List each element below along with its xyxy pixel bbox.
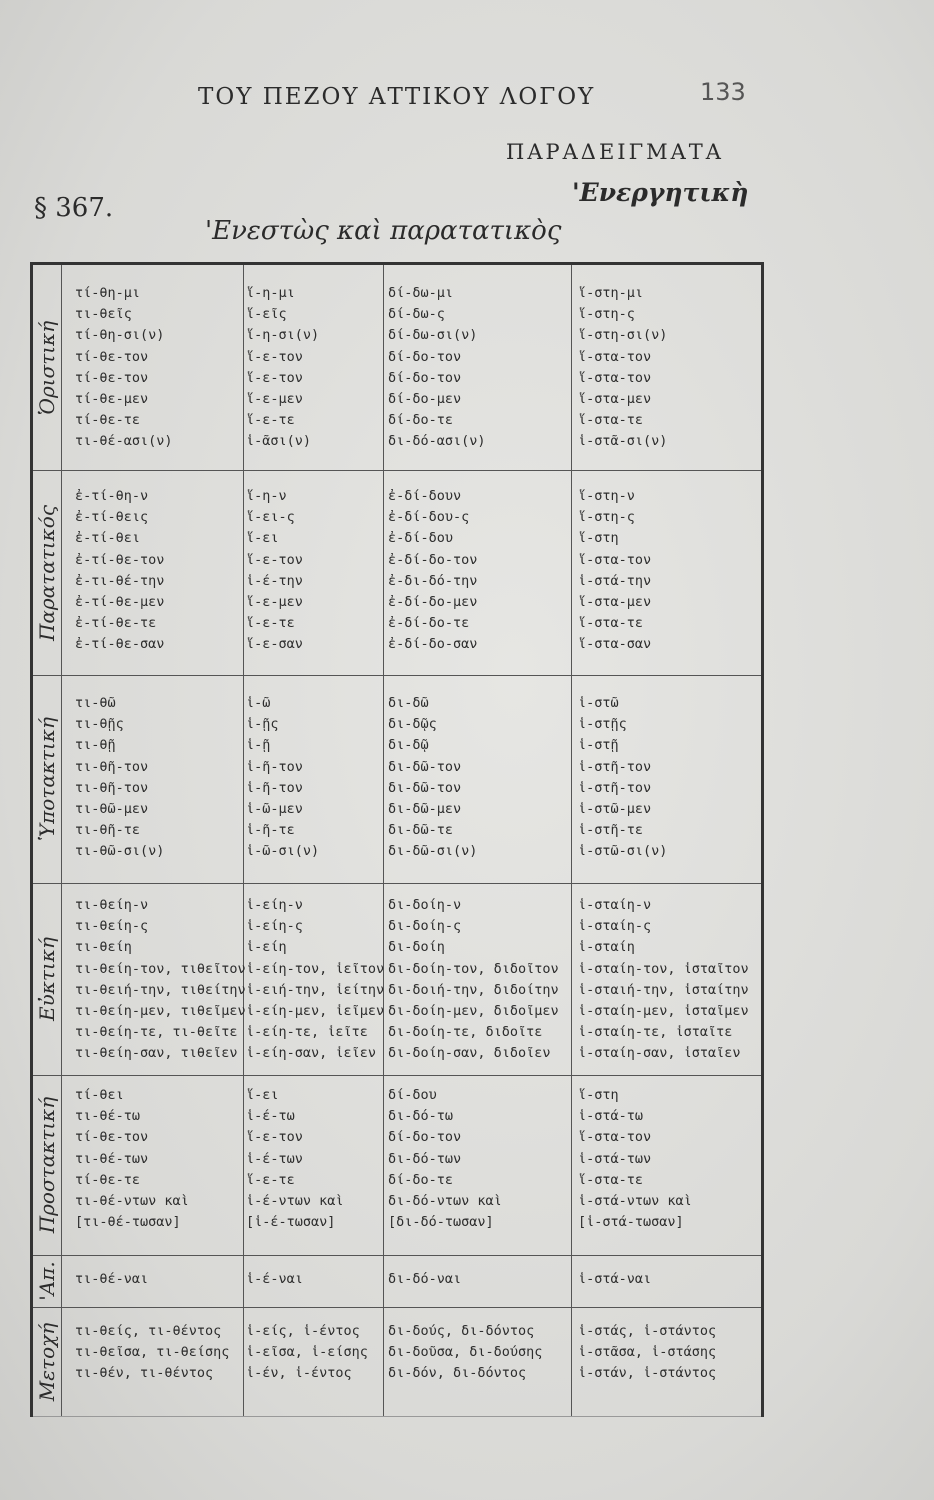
row-divider: [33, 1307, 761, 1308]
verb-form: ἱ-έ-την: [246, 572, 303, 589]
verb-form: τι-θείη-σαν, τιθεῖεν: [75, 1045, 238, 1062]
mood-label-text: Εὐκτική: [35, 937, 59, 1021]
verb-form: ἱ-σταίη-ς: [578, 918, 652, 935]
verb-form: τι-θείς, τι-θέντος: [75, 1323, 222, 1339]
form-cell: [388, 1321, 542, 1385]
verb-form: τι-θῶ: [75, 695, 116, 711]
verb-form: δί-δω-ς: [388, 306, 445, 323]
verb-form: δι-δό-ντων καὶ: [388, 1192, 502, 1209]
verb-form: δι-δοίη-σαν, διδοῖεν: [388, 1045, 551, 1062]
verb-form: ἱ-έ-τω: [246, 1108, 295, 1125]
conjugation-table: [30, 262, 764, 1417]
verb-form: ἵ-στη-ν: [578, 488, 635, 504]
verb-form: ἱ-ῶ-σι(ν): [246, 843, 320, 860]
mood-label-text: Ὁριστική: [35, 320, 59, 415]
form-cell: [578, 283, 667, 453]
mood-label: [33, 470, 61, 675]
verb-form: δι-δό-ναι: [388, 1271, 462, 1287]
verb-form: ἱ-είη-ν: [246, 897, 303, 913]
form-cell: [578, 693, 667, 863]
form-cell: [246, 486, 303, 656]
verb-form: ἵ-ει-ς: [246, 509, 295, 526]
verb-form: δι-δῶ: [388, 695, 429, 711]
verb-form: ἱ-σταίη-μεν, ἱσταῖμεν: [578, 1002, 749, 1019]
verb-form: [τι-θέ-τωσαν]: [75, 1214, 181, 1231]
form-cell: [578, 1269, 651, 1290]
verb-form: ἱ-στᾶ-σι(ν): [578, 433, 668, 450]
verb-form: ἵ-στη-σι(ν): [578, 327, 668, 344]
running-head: ΤΟΥ ΠΕΖΟΥ ΑΤΤΙΚΟΥ ΛΟΓΟΥ: [198, 84, 596, 110]
verb-form: ἵ-η-ν: [246, 488, 287, 504]
verb-form: ἱ-σταίη-ν: [578, 897, 652, 913]
verb-form: ἵ-ε-τον: [246, 1129, 303, 1146]
verb-form: τι-θῆ-τον: [75, 779, 149, 796]
verb-form: ἵ-εῖς: [246, 306, 287, 323]
verb-form: τι-θῶ-μεν: [75, 800, 149, 817]
verb-form: τί-θε-τον: [75, 348, 149, 365]
voice-title: 'Ενεργητικὴ: [572, 178, 749, 207]
verb-form: ἐ-δί-δο-σαν: [388, 636, 478, 653]
verb-form: ἵ-ε-τον: [246, 369, 303, 386]
form-cell: [388, 693, 477, 863]
verb-form: ἵ-στα-τον: [578, 348, 652, 365]
verb-form: ἱ-έ-ντων καὶ: [246, 1192, 344, 1209]
verb-form: ἵ-ει: [246, 1087, 279, 1103]
form-cell: [246, 1085, 344, 1233]
verb-form: δι-δοιή-την, διδοίτην: [388, 981, 559, 998]
verb-form: ἐ-δί-δο-τον: [388, 551, 478, 568]
verb-form: ἵ-στα-μεν: [578, 390, 652, 407]
verb-form: δι-δοίη-ς: [388, 918, 462, 935]
verb-form: δι-δοίη-τον, διδοῖτον: [388, 960, 559, 977]
mood-label-text: Παρατατικός: [35, 504, 59, 641]
verb-form: ἐ-τί-θη-ν: [75, 488, 149, 504]
verb-form: ἱ-στῇς: [578, 716, 627, 733]
verb-form: ἱ-στῆ-τον: [578, 779, 652, 796]
form-cell: [246, 1321, 368, 1385]
verb-form: δι-δοίη-ν: [388, 897, 462, 913]
verb-form: ἱ-σταίη-τον, ἱσταῖτον: [578, 960, 749, 977]
verb-form: ἵ-ει: [246, 530, 279, 547]
form-cell: [578, 486, 651, 656]
verb-form: δί-δο-τε: [388, 1171, 454, 1188]
mood-label-text: Ὑποτακτική: [35, 717, 59, 841]
verb-form: ἱ-ῆ-τον: [246, 758, 303, 775]
verb-form: ἐ-τί-θει: [75, 530, 141, 547]
verb-form: ἱ-σταίη-σαν, ἱσταῖεν: [578, 1045, 741, 1062]
verb-form: τι-θείη-τε, τι-θεῖτε: [75, 1024, 238, 1041]
verb-form: δί-δω-σι(ν): [388, 327, 478, 344]
mood-label: [33, 1255, 61, 1307]
mood-label-text: Προστακτική: [35, 1096, 59, 1234]
verb-form: ἐ-τί-θε-μεν: [75, 593, 165, 610]
verb-form: τι-θείη-ς: [75, 918, 149, 935]
verb-form: τί-θη-μι: [75, 285, 141, 301]
mood-label: [33, 1075, 61, 1255]
verb-form: τι-θέ-τω: [75, 1108, 141, 1125]
verb-form: ἵ-η-σι(ν): [246, 327, 320, 344]
verb-form: ἱ-ῇς: [246, 716, 279, 733]
verb-form: τι-θείη-ν: [75, 897, 149, 913]
form-cell: [75, 283, 173, 453]
verb-form: ἱ-στῆ-τε: [578, 822, 644, 839]
verb-form: δι-δοίη-μεν, διδοῖμεν: [388, 1002, 559, 1019]
verb-form: δί-δου: [388, 1087, 437, 1103]
verb-form: [δι-δό-τωσαν]: [388, 1214, 494, 1231]
verb-form: δι-δοίη-τε, διδοῖτε: [388, 1024, 543, 1041]
verb-form: ἱ-εῖσα, ἱ-είσης: [246, 1344, 368, 1361]
verb-form: τι-θείη: [75, 939, 132, 956]
column-divider: [383, 265, 384, 1417]
verb-form: ἵ-ε-τε: [246, 615, 295, 632]
mood-label: [33, 883, 61, 1075]
verb-form: ἱ-σταίη-τε, ἱσταῖτε: [578, 1024, 733, 1041]
column-divider: [61, 265, 62, 1417]
verb-form: ἵ-στα-τε: [578, 1171, 644, 1188]
verb-form: ἱ-ᾶσι(ν): [246, 433, 312, 450]
verb-form: τι-θείη-μεν, τιθεῖμεν: [75, 1002, 246, 1019]
verb-form: τι-θῇ: [75, 737, 116, 754]
verb-form: ἵ-ε-μεν: [246, 390, 303, 407]
verb-form: ἐ-τί-θε-τε: [75, 615, 157, 632]
verb-form: ἐ-δι-δό-την: [388, 572, 478, 589]
verb-form: τί-θε-τε: [75, 412, 141, 429]
verb-form: ἱ-στῶ-σι(ν): [578, 843, 668, 860]
verb-form: τι-θῶ-σι(ν): [75, 843, 165, 860]
verb-form: ἱ-είη-τον, ἱεῖτον: [246, 960, 385, 977]
verb-form: ἱ-στάν, ἱ-στάντος: [578, 1365, 717, 1382]
verb-form: ἱ-στά-τω: [578, 1108, 644, 1125]
form-cell: [246, 693, 319, 863]
verb-form: δί-δο-τον: [388, 369, 462, 386]
verb-form: τι-θεῖς: [75, 306, 132, 323]
form-cell: [388, 283, 486, 453]
verb-form: τι-θειή-την, τιθείτην: [75, 981, 246, 998]
form-cell: [388, 895, 559, 1065]
row-divider: [33, 470, 761, 471]
mood-label-text: 'Απ.: [35, 1261, 59, 1301]
verb-form: δι-δοῦσα, δι-δούσης: [388, 1344, 543, 1361]
verb-form: ἵ-ε-τε: [246, 1171, 295, 1188]
verb-form: ἱ-ῶ: [246, 695, 271, 711]
row-divider: [33, 675, 761, 676]
verb-form: τι-θῆ-τον: [75, 758, 149, 775]
verb-form: ἱ-έ-ναι: [246, 1271, 303, 1287]
verb-form: δί-δο-μεν: [388, 390, 462, 407]
verb-form: τι-θέ-ναι: [75, 1271, 149, 1287]
verb-form: ἐ-τί-θεις: [75, 509, 149, 526]
verb-form: τί-θε-μεν: [75, 390, 149, 407]
verb-form: δι-δό-τω: [388, 1108, 454, 1125]
verb-form: ἱ-είη-ς: [246, 918, 303, 935]
verb-form: ἱ-στῶ: [578, 695, 619, 711]
verb-form: δί-δο-τον: [388, 348, 462, 365]
verb-form: ἱ-στάς, ἱ-στάντος: [578, 1323, 717, 1339]
verb-form: ἱ-ειή-την, ἱείτην: [246, 981, 385, 998]
verb-form: τι-θείη-τον, τιθεῖτον: [75, 960, 246, 977]
verb-form: ἵ-ε-τον: [246, 348, 303, 365]
form-cell: [578, 1085, 692, 1233]
column-divider: [243, 265, 244, 1417]
verb-form: ἱ-σταιή-την, ἱσταίτην: [578, 981, 749, 998]
section-number: § 367.: [34, 193, 114, 223]
verb-form: ἵ-στα-τον: [578, 551, 652, 568]
verb-form: ἱ-στῆ-τον: [578, 758, 652, 775]
verb-form: ἵ-στα-τον: [578, 369, 652, 386]
verb-form: ἵ-στα-τε: [578, 615, 644, 632]
verb-form: ἱ-στῇ: [578, 737, 619, 754]
verb-form: ἵ-ε-σαν: [246, 636, 303, 653]
verb-form: ἱ-είη-τε, ἱεῖτε: [246, 1024, 368, 1041]
mood-label-text: Μετοχή: [35, 1322, 59, 1402]
verb-form: τι-θέ-των: [75, 1150, 149, 1167]
verb-form: ἐ-τί-θε-τον: [75, 551, 165, 568]
verb-form: ἱ-είη-μεν, ἱεῖμεν: [246, 1002, 385, 1019]
verb-form: ἵ-στα-τον: [578, 1129, 652, 1146]
verb-form: ἵ-η-μι: [246, 285, 295, 301]
form-cell: [388, 486, 477, 656]
tense-title: 'Ενεστὼς καὶ παρατατικὸς: [205, 216, 562, 246]
verb-form: [ἱ-έ-τωσαν]: [246, 1214, 336, 1231]
mood-label: [33, 265, 61, 470]
verb-form: δι-δό-ασι(ν): [388, 433, 486, 450]
verb-form: τί-θε-τον: [75, 1129, 149, 1146]
verb-form: ἱ-ῇ: [246, 737, 271, 754]
verb-form: τι-θεῖσα, τι-θείσης: [75, 1344, 230, 1361]
form-cell: [246, 283, 319, 453]
verb-form: ἵ-ε-τε: [246, 412, 295, 429]
form-cell: [246, 1269, 303, 1290]
row-divider: [33, 1075, 761, 1076]
verb-form: ἵ-στα-τε: [578, 412, 644, 429]
form-cell: [75, 1269, 148, 1290]
mood-label: [33, 675, 61, 883]
form-cell: [75, 1085, 189, 1233]
verb-form: ἐ-δί-δου: [388, 530, 454, 547]
verb-form: ἵ-ε-μεν: [246, 593, 303, 610]
verb-form: ἱ-ῶ-μεν: [246, 800, 303, 817]
verb-form: ἵ-στα-σαν: [578, 636, 652, 653]
verb-form: δί-δο-τον: [388, 1129, 462, 1146]
verb-form: ἵ-στη: [578, 1087, 619, 1103]
verb-form: δί-δο-τε: [388, 412, 454, 429]
verb-form: δι-δούς, δι-δόντος: [388, 1323, 535, 1339]
verb-form: ἵ-στη-ς: [578, 509, 635, 526]
verb-form: ἵ-στα-μεν: [578, 593, 652, 610]
mood-label: [33, 1307, 61, 1417]
verb-form: ἱ-στά-την: [578, 572, 652, 589]
verb-form: δι-δό-των: [388, 1150, 462, 1167]
verb-form: ἱ-στά-των: [578, 1150, 652, 1167]
verb-form: ἱ-ῆ-τε: [246, 822, 295, 839]
form-cell: [75, 693, 164, 863]
form-cell: [388, 1269, 461, 1290]
form-cell: [578, 895, 749, 1065]
verb-form: δι-δῶ-τον: [388, 758, 462, 775]
verb-form: [ἱ-στά-τωσαν]: [578, 1214, 684, 1231]
verb-form: ἵ-στη: [578, 530, 619, 547]
row-divider: [33, 883, 761, 884]
verb-form: ἱ-στῶ-μεν: [578, 800, 652, 817]
verb-form: τι-θῇς: [75, 716, 124, 733]
verb-form: τι-θέ-ντων καὶ: [75, 1192, 189, 1209]
verb-form: ἱ-στά-ντων καὶ: [578, 1192, 692, 1209]
verb-form: ἐ-τι-θέ-την: [75, 572, 165, 589]
form-cell: [578, 1321, 716, 1385]
verb-form: τί-θει: [75, 1087, 124, 1103]
verb-form: τι-θέν, τι-θέντος: [75, 1365, 214, 1382]
verb-form: δι-δῶ-τε: [388, 822, 454, 839]
paradigm-title: ΠΑΡΑΔΕΙΓΜΑΤΑ: [506, 140, 724, 164]
row-divider: [33, 1255, 761, 1256]
verb-form: ἱ-έ-των: [246, 1150, 303, 1167]
verb-form: δι-δῶ-τον: [388, 779, 462, 796]
verb-form: ἐ-δί-δο-μεν: [388, 593, 478, 610]
verb-form: ἐ-δί-δουν: [388, 488, 462, 504]
verb-form: ἐ-δί-δου-ς: [388, 509, 470, 526]
verb-form: τί-θε-τον: [75, 369, 149, 386]
verb-form: ἱ-ῆ-τον: [246, 779, 303, 796]
verb-form: ἐ-τί-θε-σαν: [75, 636, 165, 653]
verb-form: ἵ-στη-μι: [578, 285, 644, 301]
verb-form: τι-θέ-ασι(ν): [75, 433, 173, 450]
verb-form: ἱ-στᾶσα, ἱ-στάσης: [578, 1344, 717, 1361]
verb-form: ἵ-στη-ς: [578, 306, 635, 323]
verb-form: ἱ-σταίη: [578, 939, 635, 956]
form-cell: [75, 1321, 229, 1385]
verb-form: ἱ-στά-ναι: [578, 1271, 652, 1287]
verb-form: ἱ-είη: [246, 939, 287, 956]
verb-form: ἐ-δί-δο-τε: [388, 615, 470, 632]
verb-form: δι-δῷς: [388, 716, 437, 733]
verb-form: δί-δω-μι: [388, 285, 454, 301]
form-cell: [75, 486, 164, 656]
verb-form: τι-θῆ-τε: [75, 822, 141, 839]
form-cell: [246, 895, 384, 1065]
verb-form: τί-θη-σι(ν): [75, 327, 165, 344]
verb-form: δι-δόν, δι-δόντος: [388, 1365, 527, 1382]
verb-form: δι-δῶ-μεν: [388, 800, 462, 817]
verb-form: ἱ-είη-σαν, ἱεῖεν: [246, 1045, 377, 1062]
verb-form: ἱ-είς, ἱ-έντος: [246, 1323, 360, 1339]
verb-form: δι-δῶ-σι(ν): [388, 843, 478, 860]
page-number: 133: [700, 78, 746, 106]
column-divider: [571, 265, 572, 1417]
form-cell: [75, 895, 246, 1065]
verb-form: δι-δοίη: [388, 939, 445, 956]
verb-form: τί-θε-τε: [75, 1171, 141, 1188]
verb-form: ἵ-ε-τον: [246, 551, 303, 568]
verb-form: ἱ-έν, ἱ-έντος: [246, 1365, 352, 1382]
form-cell: [388, 1085, 502, 1233]
verb-form: δι-δῷ: [388, 737, 429, 754]
